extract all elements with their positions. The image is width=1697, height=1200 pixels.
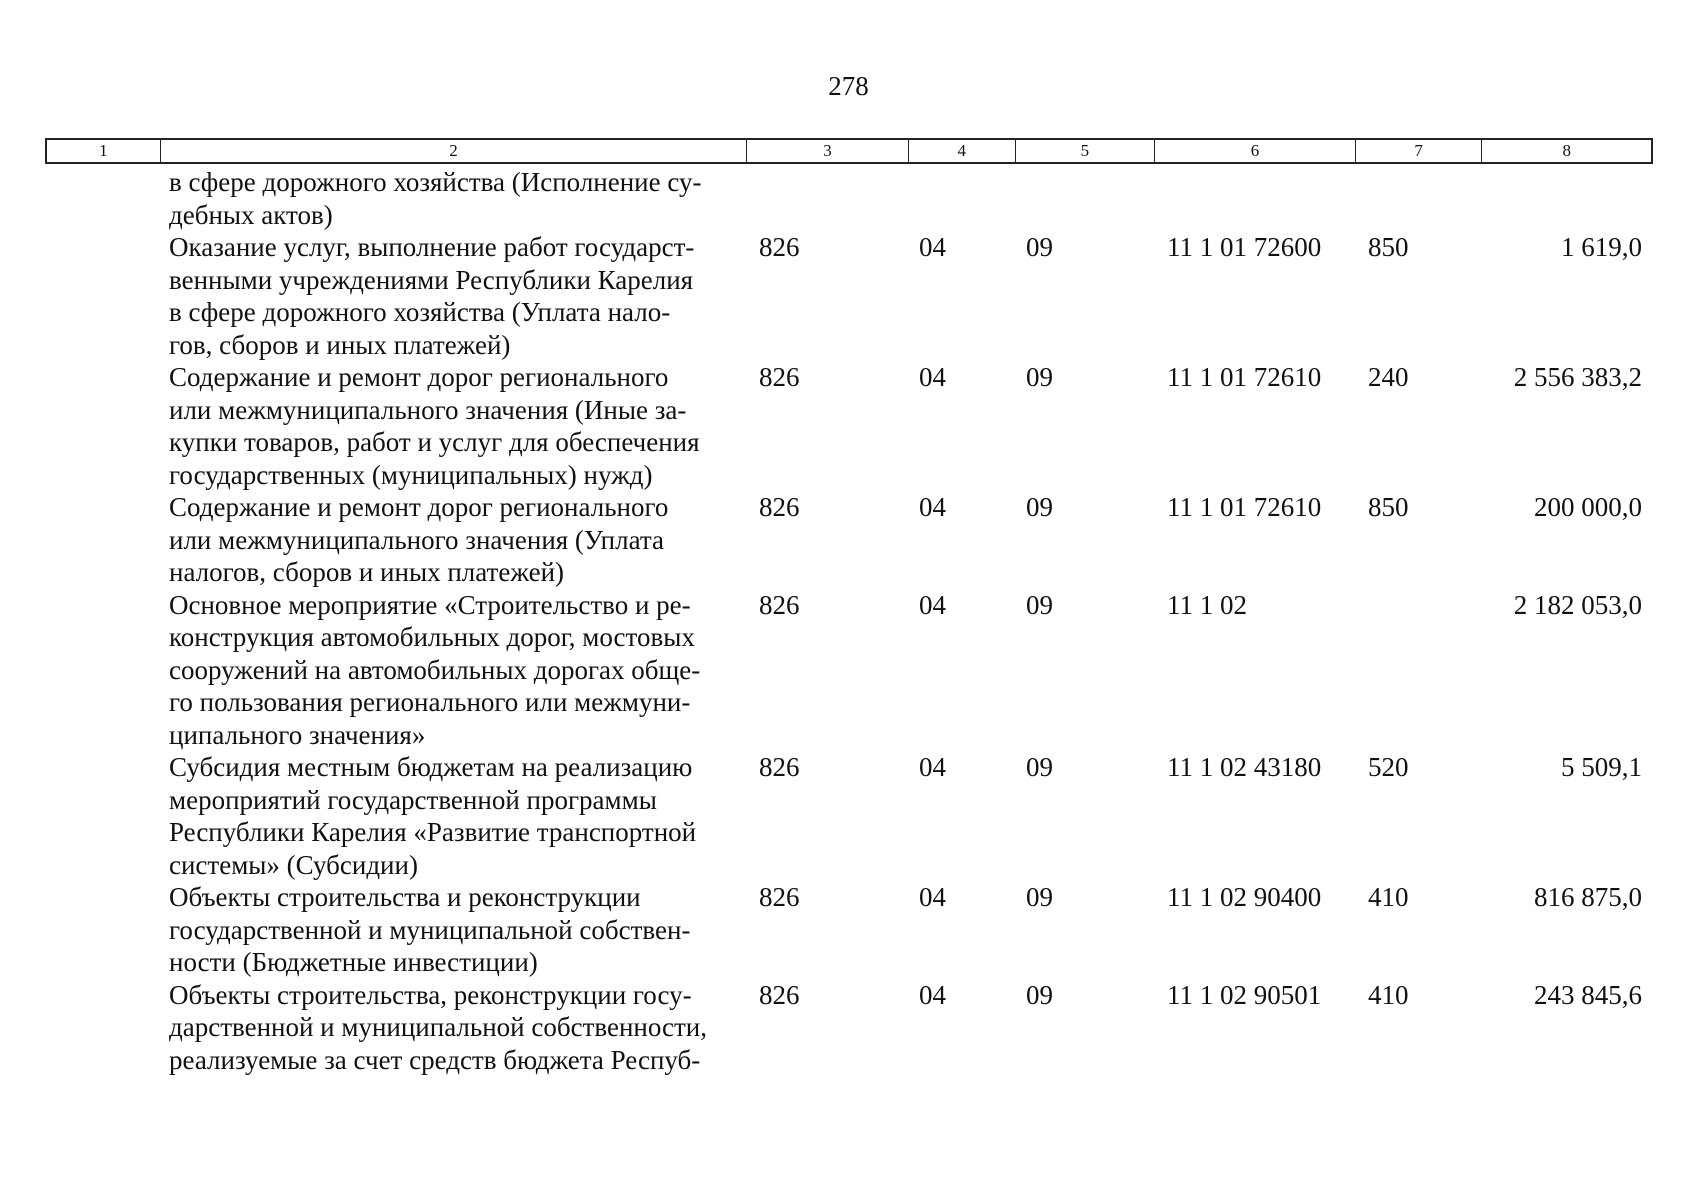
cell-amount: 816 875,0 (1534, 882, 1642, 912)
description-line: в сфере дорожного хозяйства (Уплата нало- (169, 297, 671, 327)
cell-section: 04 (919, 979, 946, 1010)
cell-description (45, 166, 747, 231)
cell-target-article: 11 1 02 43180 (1167, 752, 1322, 782)
cell-target-article: 11 1 01 72610 (1167, 492, 1322, 522)
cell-ministry-code: 826 (759, 882, 800, 912)
cell-subsection: 09 (1026, 882, 1053, 912)
header-col-2: 2 (161, 140, 748, 162)
cell-amount: 2 556 383,2 (1513, 362, 1642, 392)
cell-ministry-code: 826 (759, 979, 800, 1010)
description-line: го пользования регионального или межмуни- (169, 687, 691, 717)
cell-section: 04 (919, 752, 946, 782)
cell-target-article: 11 1 01 72600 (1167, 232, 1322, 262)
cell-amount: 243 845,6 (1534, 979, 1642, 1010)
cell-section: 04 (919, 232, 946, 262)
header-col-6: 6 (1155, 140, 1356, 162)
cell-amount: 5 509,1 (1561, 752, 1642, 782)
cell-expense-type: 240 (1368, 362, 1409, 392)
cell-subsection: 09 (1026, 492, 1053, 522)
cell-amount: 1 619,0 (1561, 232, 1642, 262)
table-body (45, 166, 1653, 1076)
cell-amount: 2 182 053,0 (1513, 589, 1642, 620)
header-col-1: 1 (47, 140, 161, 162)
description-line: венными учреждениями Республики Карелия (169, 264, 694, 295)
table-row (45, 589, 1653, 752)
table-row (45, 491, 1653, 589)
cell-description (45, 751, 747, 881)
cell-target-article: 11 1 02 90501 (1167, 979, 1322, 1010)
cell-ministry-code: 826 (759, 589, 800, 620)
table-header (45, 138, 1653, 164)
cell-subsection: 09 (1026, 589, 1053, 620)
description-line: или межмуниципального значения (Уплата (169, 524, 664, 555)
header-col-8: 8 (1562, 141, 1571, 160)
cell-expense-type: 520 (1368, 752, 1409, 782)
description-line: дарственной и муниципальной собственности, (169, 1012, 707, 1042)
description-line: гов, сборов и иных платежей) (169, 329, 511, 360)
cell-ministry-code: 826 (759, 232, 800, 262)
description-line: ципального значения» (169, 719, 426, 750)
description-line: Оказание услуг, выполнение работ государст- (169, 232, 695, 262)
cell-description (45, 979, 747, 1077)
cell-expense-type: 410 (1368, 979, 1409, 1010)
header-col-5: 5 (1016, 140, 1156, 162)
description-line: ности (Бюджетные инвестиции) (169, 947, 538, 977)
description-line: налогов, сборов и иных платежей) (169, 557, 565, 587)
cell-description (45, 361, 747, 491)
description-line: в сфере дорожного хозяйства (Исполнение су- (169, 167, 702, 197)
description-line: Объекты строительства, реконструкции госу- (169, 979, 692, 1010)
cell-description (45, 589, 747, 752)
description-line: мероприятий государственной программы (169, 784, 657, 815)
cell-section: 04 (919, 882, 946, 912)
cell-description (45, 231, 747, 361)
cell-expense-type: 850 (1368, 232, 1409, 262)
description-line: реализуемые за счет средств бюджета Респуб- (169, 1044, 701, 1075)
description-line: конструкция автомобильных дорог, мостовых (169, 622, 695, 652)
cell-section: 04 (919, 362, 946, 392)
description-line: сооружений на автомобильных дорогах обще- (169, 654, 701, 685)
description-line: или межмуниципального значения (Иные за- (169, 394, 687, 425)
cell-target-article: 11 1 02 (1167, 589, 1247, 620)
cell-subsection: 09 (1026, 362, 1053, 392)
page-number: 278 (828, 71, 869, 101)
cell-subsection: 09 (1026, 232, 1053, 262)
description-line: Субсидия местным бюджетам на реализацию (169, 752, 693, 782)
description-line: Содержание и ремонт дорог регионального (169, 492, 669, 522)
cell-ministry-code: 826 (759, 752, 800, 782)
cell-target-article: 11 1 02 90400 (1167, 882, 1322, 912)
table-row (45, 979, 1653, 1077)
description-line: дебных актов) (169, 199, 333, 230)
description-line: купки товаров, работ и услуг для обеспечения (169, 427, 700, 457)
cell-ministry-code: 826 (759, 492, 800, 522)
table-row (45, 231, 1653, 361)
cell-amount: 200 000,0 (1534, 492, 1642, 522)
table-row (45, 881, 1653, 979)
cell-section: 04 (919, 492, 946, 522)
description-line: государственной и муниципальной собствен- (169, 914, 691, 945)
cell-expense-type: 850 (1368, 492, 1409, 522)
header-col-7: 7 (1356, 140, 1483, 162)
cell-target-article: 11 1 01 72610 (1167, 362, 1322, 392)
cell-description (45, 881, 747, 979)
cell-section: 04 (919, 589, 946, 620)
description-line: Основное мероприятие «Строительство и ре- (169, 589, 691, 620)
cell-subsection: 09 (1026, 979, 1053, 1010)
description-line: Республики Карелия «Развитие транспортной (169, 817, 697, 847)
cell-description (45, 491, 747, 589)
table-row (45, 751, 1653, 881)
header-col-4: 4 (909, 140, 1016, 162)
description-line: Содержание и ремонт дорог регионального (169, 362, 669, 392)
table-row (45, 361, 1653, 491)
description-line: Объекты строительства и реконструкции (169, 882, 641, 912)
cell-expense-type: 410 (1368, 882, 1409, 912)
header-col-3: 3 (747, 140, 909, 162)
cell-subsection: 09 (1026, 752, 1053, 782)
table-row (45, 166, 1653, 231)
cell-ministry-code: 826 (759, 362, 800, 392)
description-line: государственных (муниципальных) нужд) (169, 459, 653, 490)
description-line: системы» (Субсидии) (169, 849, 418, 880)
